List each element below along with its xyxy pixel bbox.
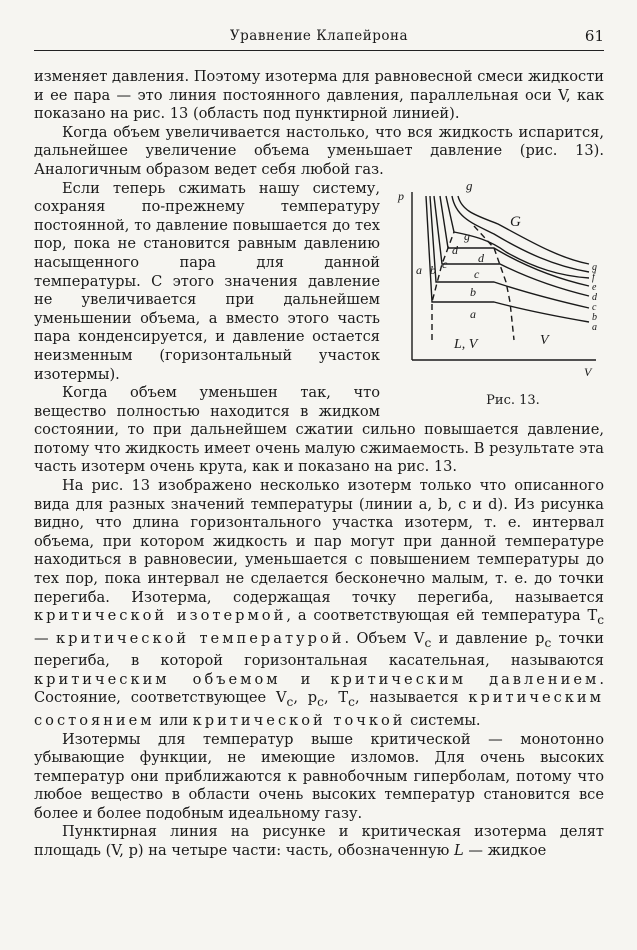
label-right-g: g — [592, 261, 597, 273]
p5-part: , называется — [354, 689, 459, 707]
p5-part: На рис. 13 изображено несколько изотерм только что описанного вида для разных значений температуры (линии a, b, c и d). Из рисунка видно, что длина горизонтального участка изотерм, т. е. интервал объема, при котором жидкость и пар могут при данной температуре находиться в равновесии, уменьшается с повышением температуры до тех пор, пока интервал не сделается бесконечно малым, т. е. до точки перегиба. Изотерма, содержащая точку перегиба, называется — [34, 477, 604, 606]
label-right-f: f — [592, 271, 595, 283]
isotherm-f — [452, 196, 589, 272]
paragraph-3-text: Если теперь сжимать нашу систему, сохраняя по-прежнему температуру постоянной, то давление повышается до тех пор, пока не становится равным давлению насыщенного пара для данной температуры. С этого значения давление не увеличивается при дальнейшем уменьшении объема, а вместо этого часть пара конденсируется, и давление остается неизменным (горизонтальный участок изотермы). — [34, 179, 380, 383]
subscript-c: c — [597, 613, 604, 628]
symbol-l: L — [454, 842, 464, 860]
term-critical-point: критической точкой — [192, 711, 406, 729]
p5-part: системы. — [405, 711, 481, 729]
isotherm-d — [440, 196, 589, 286]
term-critical-state: критическим состоянием — [34, 689, 604, 729]
label-left-a: a — [416, 262, 422, 277]
term-critical-isotherm: критической изотермой — [34, 607, 287, 625]
subscript-c: c — [317, 695, 324, 710]
label-top-g: g — [466, 181, 473, 193]
label-right-a: a — [592, 321, 597, 333]
paragraph-3 — [34, 179, 604, 408]
p5-part: или — [154, 711, 193, 729]
subscript-c: c — [424, 635, 432, 650]
p7-part: — жидкое — [463, 842, 547, 860]
label-right-e: e — [592, 281, 597, 293]
term-critical-volume: критическим объемом — [34, 670, 281, 688]
coexistence-boundary — [432, 226, 514, 340]
label-region-lv: L, V — [454, 336, 478, 352]
term-critical-temperature: критической температурой — [56, 629, 345, 647]
paragraph-2: Когда объем увеличивается настолько, что вся жидкость испарится, дальнейшее увеличение объема уменьшает давление (рис. 13). Аналогичным образом ведет себя любой газ. — [34, 123, 604, 178]
p5-part: точки перегиба, в которой горизонтальная касательная, называются — [34, 629, 605, 670]
p5-part: и давление p — [431, 629, 545, 647]
paragraph-5 — [34, 477, 604, 730]
p5-part: . Объем V — [344, 629, 425, 647]
p7-part: Пунктирная линия на рисунке и критическая изотерма делят площадь (V, p) на четыре части: часть, обозначенную — [34, 823, 604, 860]
paragraph-1: изменяет давления. Поэтому изотерма для равновесной смеси жидкости и ее пара — это линия постоянного давления, параллельная оси V, как показано на рис. 13 (область под пунктирной линией). — [34, 68, 604, 123]
subscript-c: c — [544, 635, 552, 650]
figure-13 — [394, 182, 604, 414]
label-right-b: b — [592, 311, 597, 323]
term-critical-pressure: критическим давлением — [330, 670, 600, 688]
label-left-d: d — [452, 242, 458, 257]
p5-part: , p — [293, 689, 318, 707]
label-v-axis: V — [584, 364, 592, 379]
paragraph-4: Когда объем уменьшен так, что вещество полностью находится в жидком состоянии, то при дальнейшем сжатии сильно повышается давление, потому что жидкость имеет очень малую сжимаемость. В результате эта часть изотерм очень крута, как и показано на рис. 13. — [34, 384, 604, 476]
paragraph-6: Изотермы для температур выше критической — монотонно убывающие функции, не имеющие изломов. Для очень высоких температур они приближаются к равнобочным гиперболам, потому что любое вещество в области очень высоких температур становится все более и более подобным идеальному газу. — [34, 730, 604, 822]
label-right-d: d — [592, 291, 597, 303]
figure-caption: Рис. 13. — [486, 392, 540, 408]
isotherm-diagram — [394, 182, 604, 387]
subscript-c: c — [348, 695, 355, 710]
label-region-v: V — [540, 332, 549, 348]
p5-part: и — [280, 670, 331, 688]
label-plateau-a: a — [470, 306, 476, 321]
body-text — [34, 68, 604, 861]
chapter-title: Уравнение Клапейрона — [229, 28, 409, 44]
page-number: 61 — [584, 27, 604, 45]
p5-part: , T — [323, 689, 349, 707]
label-region-g: G — [510, 213, 521, 230]
label-left-b: b — [430, 262, 436, 277]
label-left-c: c — [442, 256, 448, 271]
label-plateau-c: c — [474, 266, 480, 281]
label-left-g: g — [464, 228, 470, 243]
running-header — [34, 26, 604, 51]
p5-part: — — [34, 629, 56, 647]
p5-part: , а соответствующая ей температура T — [286, 607, 598, 625]
label-right-c: c — [592, 301, 597, 313]
label-p-axis: p — [398, 188, 404, 203]
paragraph-7 — [34, 823, 604, 860]
p5-part: . Состояние, соответствующее V — [34, 670, 604, 707]
subscript-c: c — [286, 695, 294, 710]
label-plateau-b: b — [470, 284, 476, 299]
label-plateau-d: d — [478, 250, 484, 265]
